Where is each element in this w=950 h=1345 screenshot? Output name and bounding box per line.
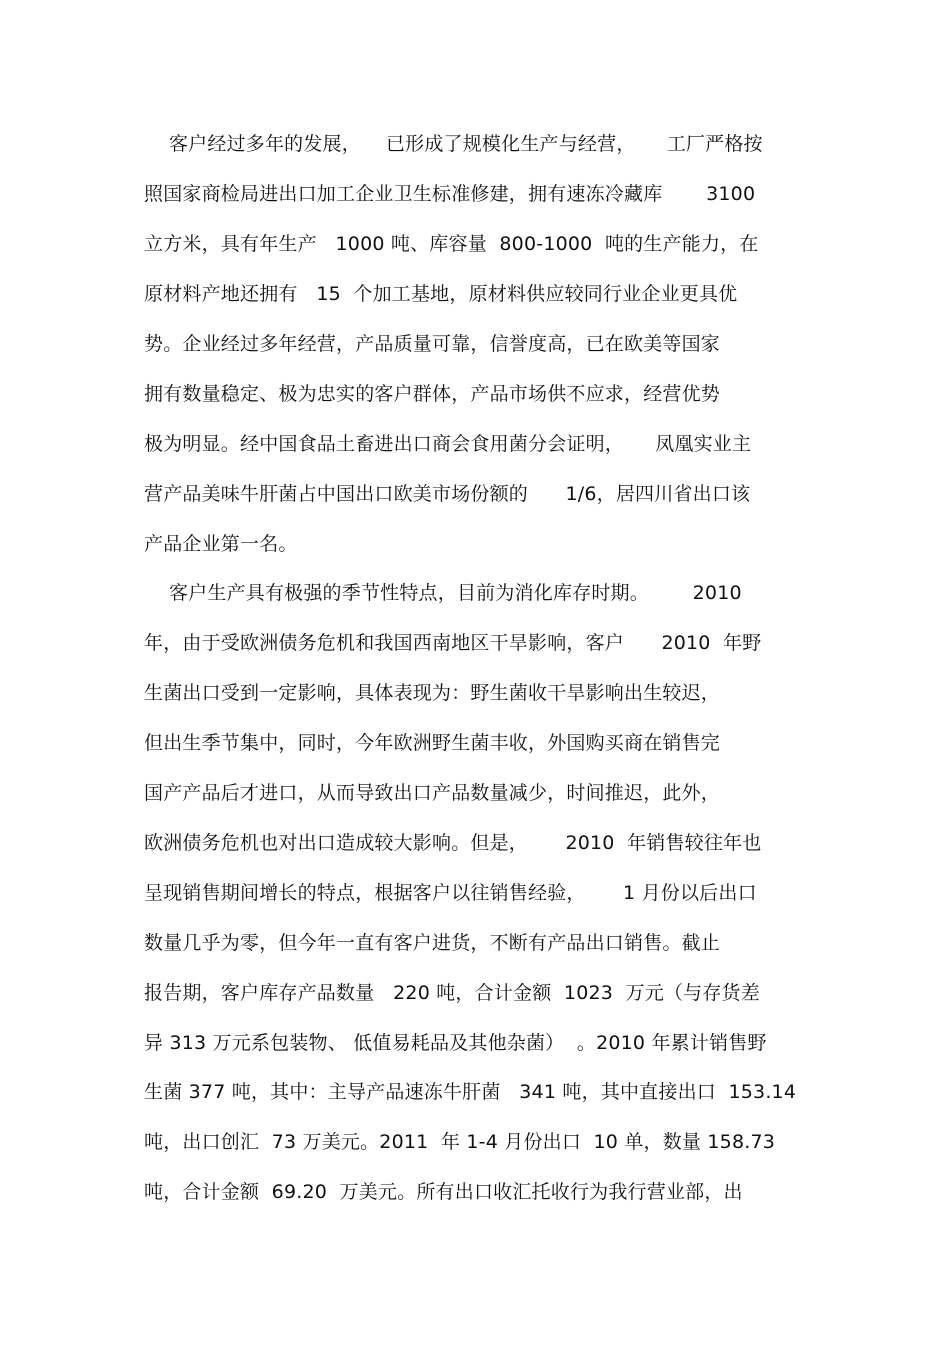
text-line: 营产品美味牛肝菌占中国出口欧美市场份额的 1/6，居四川省出口该 (144, 483, 751, 505)
text-line: 照国家商检局进出口加工企业卫生标准修建，拥有速冻冷藏库 3100 (144, 183, 756, 205)
text-line: 势。企业经过多年经营，产品质量可靠，信誉度高，已在欧美等国家 (144, 333, 721, 355)
text-line: 欧洲债务危机也对出口造成较大影响。但是， 2010 年销售较往年也 (144, 832, 762, 854)
text-line: 产品企业第一名。 (144, 533, 298, 555)
text-line: 拥有数量稳定、极为忠实的客户群体，产品市场供不应求，经营优势 (144, 383, 721, 405)
text-line: 报告期，客户库存产品数量 220 吨，合计金额 1023 万元（与存货差 (144, 982, 760, 1004)
text-line: 生菌 377 吨，其中：主导产品速冻牛肝菌 341 吨，其中直接出口 153.14 (144, 1081, 797, 1103)
text-line: 吨，合计金额 69.20 万美元。所有出口收汇托收行为我行营业部，出 (144, 1181, 743, 1203)
text-line: 立方米，具有年生产 1000 吨、库容量 800-1000 吨的生产能力，在 (144, 233, 759, 255)
text-line: 极为明显。经中国食品土畜进出口商会食用菌分会证明， 凤凰实业主 (144, 433, 752, 455)
text-line: 客户生产具有极强的季节性特点，目前为消化库存时期。 2010 (144, 582, 742, 604)
text-line: 国产产品后才进口，从而导致出口产品数量减少，时间推迟，此外， (144, 782, 721, 804)
text-line: 客户经过多年的发展， 已形成了规模化生产与经营， 工厂严格按 (144, 133, 763, 155)
text-line: 生菌出口受到一定影响，具体表现为：野生菌收干旱影响出生较迟， (144, 682, 721, 704)
text-line: 吨，出口创汇 73 万美元。2011 年 1-4 月份出口 10 单，数量 158.73 (144, 1131, 776, 1153)
text-line: 年，由于受欧洲债务危机和我国西南地区干旱影响，客户 2010 年野 (144, 632, 762, 654)
text-line: 原材料产地还拥有 15 个加工基地，原材料供应较同行业企业更具优 (144, 283, 738, 305)
text-line: 但出生季节集中，同时，今年欧洲野生菌丰收，外国购买商在销售完 (144, 732, 721, 754)
text-line: 呈现销售期间增长的特点，根据客户以往销售经验， 1 月份以后出口 (144, 882, 757, 904)
text-line: 数量几乎为零，但今年一直有客户进货，不断有产品出口销售。截止 (144, 932, 721, 954)
text-line: 异 313 万元系包装物、 低值易耗品及其他杂菌） 。2010 年累计销售野 (144, 1032, 767, 1054)
